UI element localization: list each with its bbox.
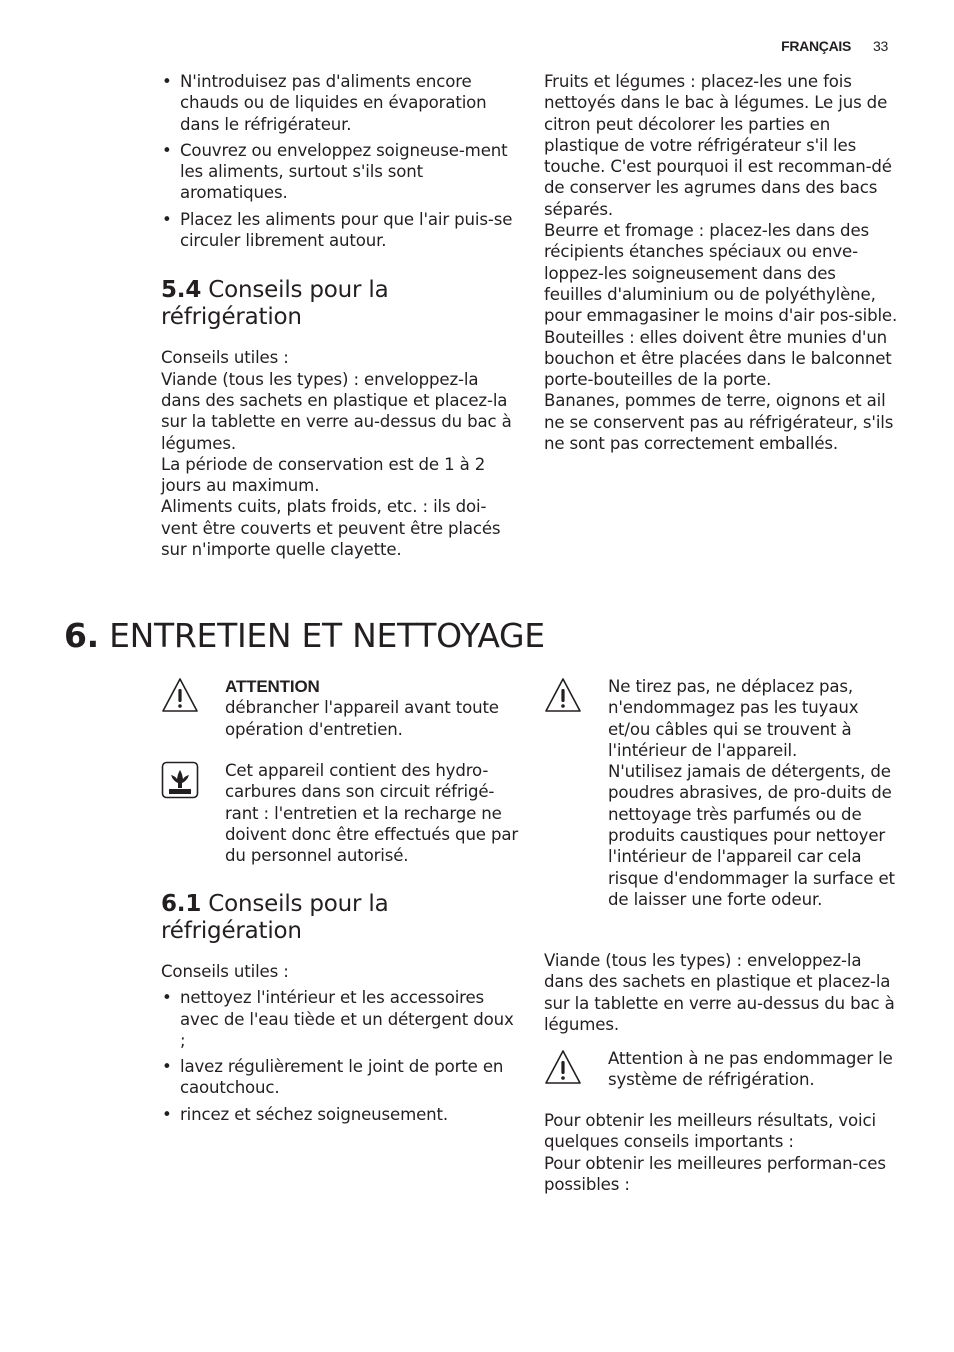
list-item: • nettoyez l'intérieur et les accessoires avec de l'eau tiède et un détergent doux ; xyxy=(162,988,514,1050)
chapter-heading: 6. ENTRETIEN ET NETTOYAGE xyxy=(64,616,545,655)
paragraph: Beurre et fromage : placez-les dans des récipients étanches spéciaux ou enve-loppez-les soigneusement dans des feuilles d'aluminium ou de polyéthylène, pour emmagasiner le moins d'air pos-sible. xyxy=(544,221,898,326)
section-6-1 xyxy=(161,891,516,1130)
paragraph: La période de conservation est de 1 à 2 jours au maximum. xyxy=(161,454,486,496)
paragraph: Pour obtenir les meilleurs résultats, voici quelques conseils importants : xyxy=(544,1111,876,1152)
storage-tips-list xyxy=(161,71,516,251)
section-5-4-body xyxy=(161,347,516,560)
paragraph: Ne tirez pas, ne déplacez pas, n'endommagez pas les tuyaux et/ou câbles qui se trouvent à l'intérieur de l'appareil. xyxy=(608,677,859,760)
language-label: FRANÇAIS xyxy=(781,38,852,54)
paragraph: Bouteilles : elles doivent être munies d'un bouchon et être placées dans le balconnet porte-bouteilles de la porte. xyxy=(544,327,892,390)
maintenance-warning-note xyxy=(544,676,898,936)
paragraph: Fruits et légumes : placez-les une fois nettoyés dans le bac à légumes. Le jus de citron peut décolorer les parties en plastique de votre réfrigérateur s'il les touche. C'est pourquoi il est recomman-dé de conserver les agrumes dans des bacs séparés. xyxy=(544,72,892,219)
cleaning-tips-list xyxy=(161,987,516,1125)
warning-triangle-icon xyxy=(544,676,582,714)
section-6-1-intro: Conseils utiles : xyxy=(161,962,289,981)
paragraph: Viande (tous les types) : enveloppez-la dans des sachets en plastique et placez-la sur la tablette en verre au-dessus du bac à légumes. xyxy=(544,951,895,1034)
list-item: • Placez les aliments pour que l'air puis-se circuler librement autour. xyxy=(162,209,513,251)
warning-triangle-icon xyxy=(544,1048,582,1086)
paragraph: Aliments cuits, plats froids, etc. : ils doi-vent être couverts et peuvent être placés sur n'importe quelle clayette. xyxy=(161,497,501,560)
attention-text: débrancher l'appareil avant toute opération d'entretien. xyxy=(225,698,499,739)
left-column-top xyxy=(161,71,516,560)
paragraph: Conseils utiles : xyxy=(161,348,289,368)
right-column-top xyxy=(544,71,898,454)
section-heading-5-4: 5.4 Conseils pour la réfrigération xyxy=(161,277,389,331)
attention-note xyxy=(161,676,521,746)
refrigeration-warning-note xyxy=(544,1048,898,1098)
meat-paragraph-block xyxy=(544,950,898,1035)
page-header xyxy=(781,38,888,55)
paragraph: Viande (tous les types) : enveloppez-la dans des sachets en plastique et placez-la sur la tablette en verre au-dessus du bac à légumes. xyxy=(161,369,512,453)
flammable-gas-icon xyxy=(161,761,199,799)
paragraph: Pour obtenir les meilleures performan-ces possibles : xyxy=(544,1153,886,1194)
list-item: • Couvrez ou enveloppez soigneuse-ment les aliments, surtout s'ils sont aromatiques. xyxy=(162,140,508,203)
paragraph: Bananes, pommes de terre, oignons et ail ne se conservent pas au réfrigérateur, s'ils ne sont pas correctement emballés. xyxy=(544,391,894,454)
hydrocarbon-note xyxy=(161,760,521,870)
hydrocarbon-text: Cet appareil contient des hydro-carbures dans son circuit réfrigé-rant : l'entretien et la recharge ne doivent donc être effectués que par du personnel autorisé. xyxy=(225,761,519,866)
paragraph: N'utilisez jamais de détergents, de poudres abrasives, de pro-duits de nettoyage très parfumés ou de produits caustiques pour nettoyer l'intérieur de l'appareil car cela risque d'endommager la surface et de laisser une forte odeur. xyxy=(608,762,895,909)
list-item: • lavez régulièrement le joint de porte en caoutchouc. xyxy=(162,1057,504,1098)
final-paragraphs xyxy=(544,1110,898,1195)
warning-triangle-icon xyxy=(161,676,199,714)
attention-label: ATTENTION xyxy=(225,677,320,696)
warning-text: Attention à ne pas endommager le système de réfrigération. xyxy=(608,1049,893,1090)
list-item: • N'introduisez pas d'aliments encore chauds ou de liquides en évaporation dans le réfrigérateur. xyxy=(162,72,487,134)
list-item: • rincez et séchez soigneusement. xyxy=(162,1104,449,1124)
page-number: 33 xyxy=(873,38,888,54)
section-heading-6-1: 6.1 Conseils pour la réfrigération xyxy=(161,891,389,944)
